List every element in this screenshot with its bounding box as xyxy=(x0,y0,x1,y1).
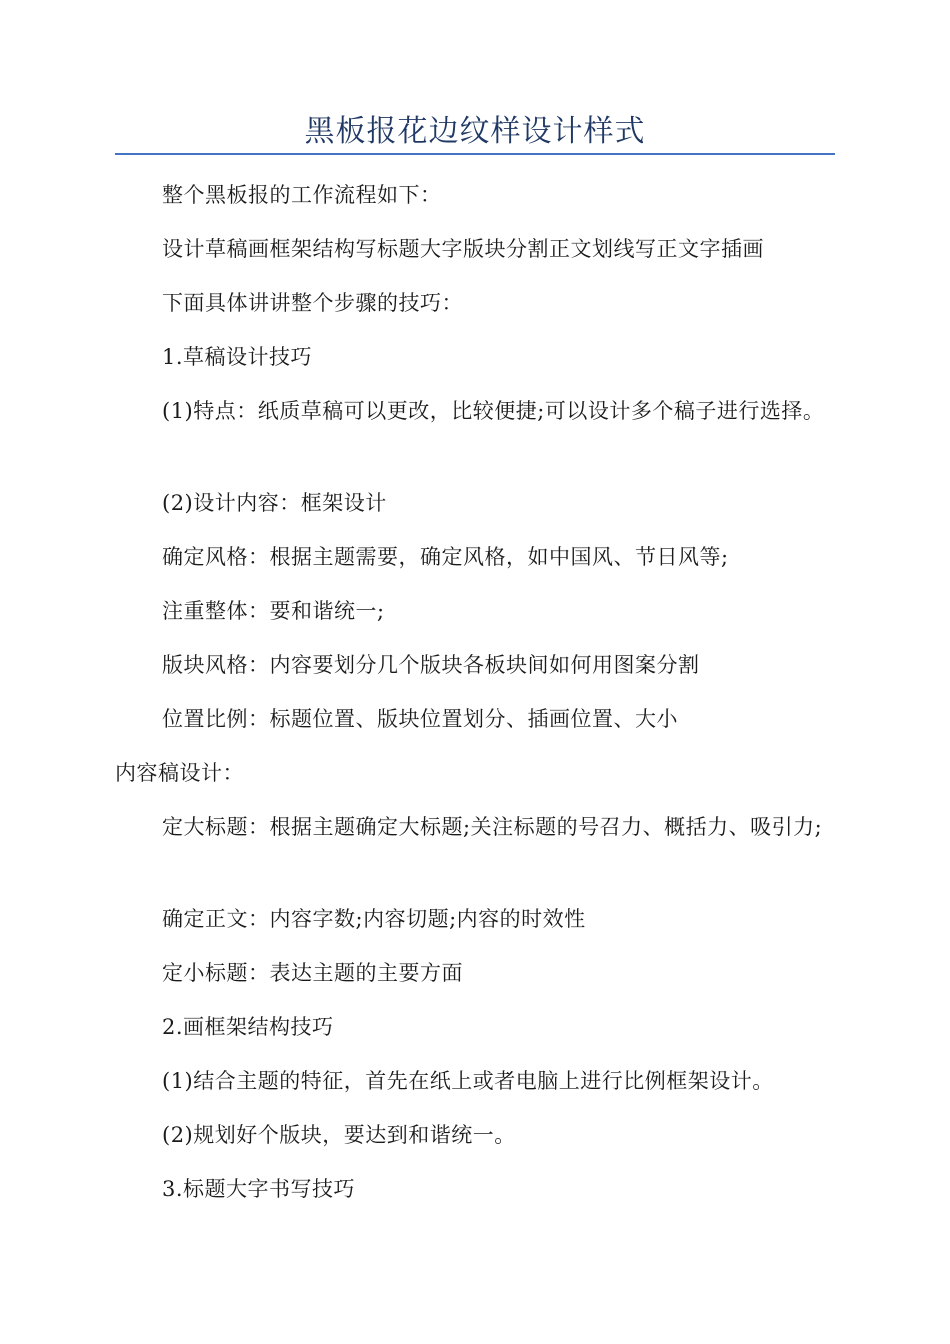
paragraph-body-text: 确定正文：内容字数;内容切题;内容的时效性 xyxy=(162,907,586,931)
title-underline xyxy=(115,153,835,155)
paragraph-section-style: 版块风格：内容要划分几个版块各板块间如何用图案分割 xyxy=(162,653,700,677)
paragraph-overall: 注重整体：要和谐统一; xyxy=(162,599,385,623)
paragraph-style: 确定风格：根据主题需要，确定风格，如中国风、节日风等; xyxy=(162,545,729,569)
paragraph-design-content: (2)设计内容：框架设计 xyxy=(162,491,387,515)
document-title: 黑板报花边纹样设计样式 xyxy=(304,114,646,149)
paragraph-content-draft: 内容稿设计： xyxy=(115,761,244,785)
paragraph-subtitle: 定小标题：表达主题的主要方面 xyxy=(162,961,463,985)
paragraph-draft-features: (1)特点：纸质草稿可以更改，比较便捷;可以设计多个稿子进行选择。 xyxy=(162,399,825,423)
paragraph-workflow-steps: 设计草稿画框架结构写标题大字版块分割正文划线写正文字插画 xyxy=(162,237,764,261)
heading-title-lettering: 3.标题大字书写技巧 xyxy=(162,1177,356,1201)
paragraph-tips-intro: 下面具体讲讲整个步骤的技巧： xyxy=(162,291,463,315)
heading-frame-structure: 2.画框架结构技巧 xyxy=(162,1015,334,1039)
paragraph-main-title: 定大标题：根据主题确定大标题;关注标题的号召力、概括力、吸引力; xyxy=(162,815,823,839)
paragraph-frame-design: (1)结合主题的特征，首先在纸上或者电脑上进行比例框架设计。 xyxy=(162,1069,774,1093)
heading-draft-design: 1.草稿设计技巧 xyxy=(162,345,313,369)
paragraph-position-ratio: 位置比例：标题位置、版块位置划分、插画位置、大小 xyxy=(162,707,678,731)
paragraph-workflow-intro: 整个黑板报的工作流程如下： xyxy=(162,183,442,207)
paragraph-plan-sections: (2)规划好个版块，要达到和谐统一。 xyxy=(162,1123,516,1147)
